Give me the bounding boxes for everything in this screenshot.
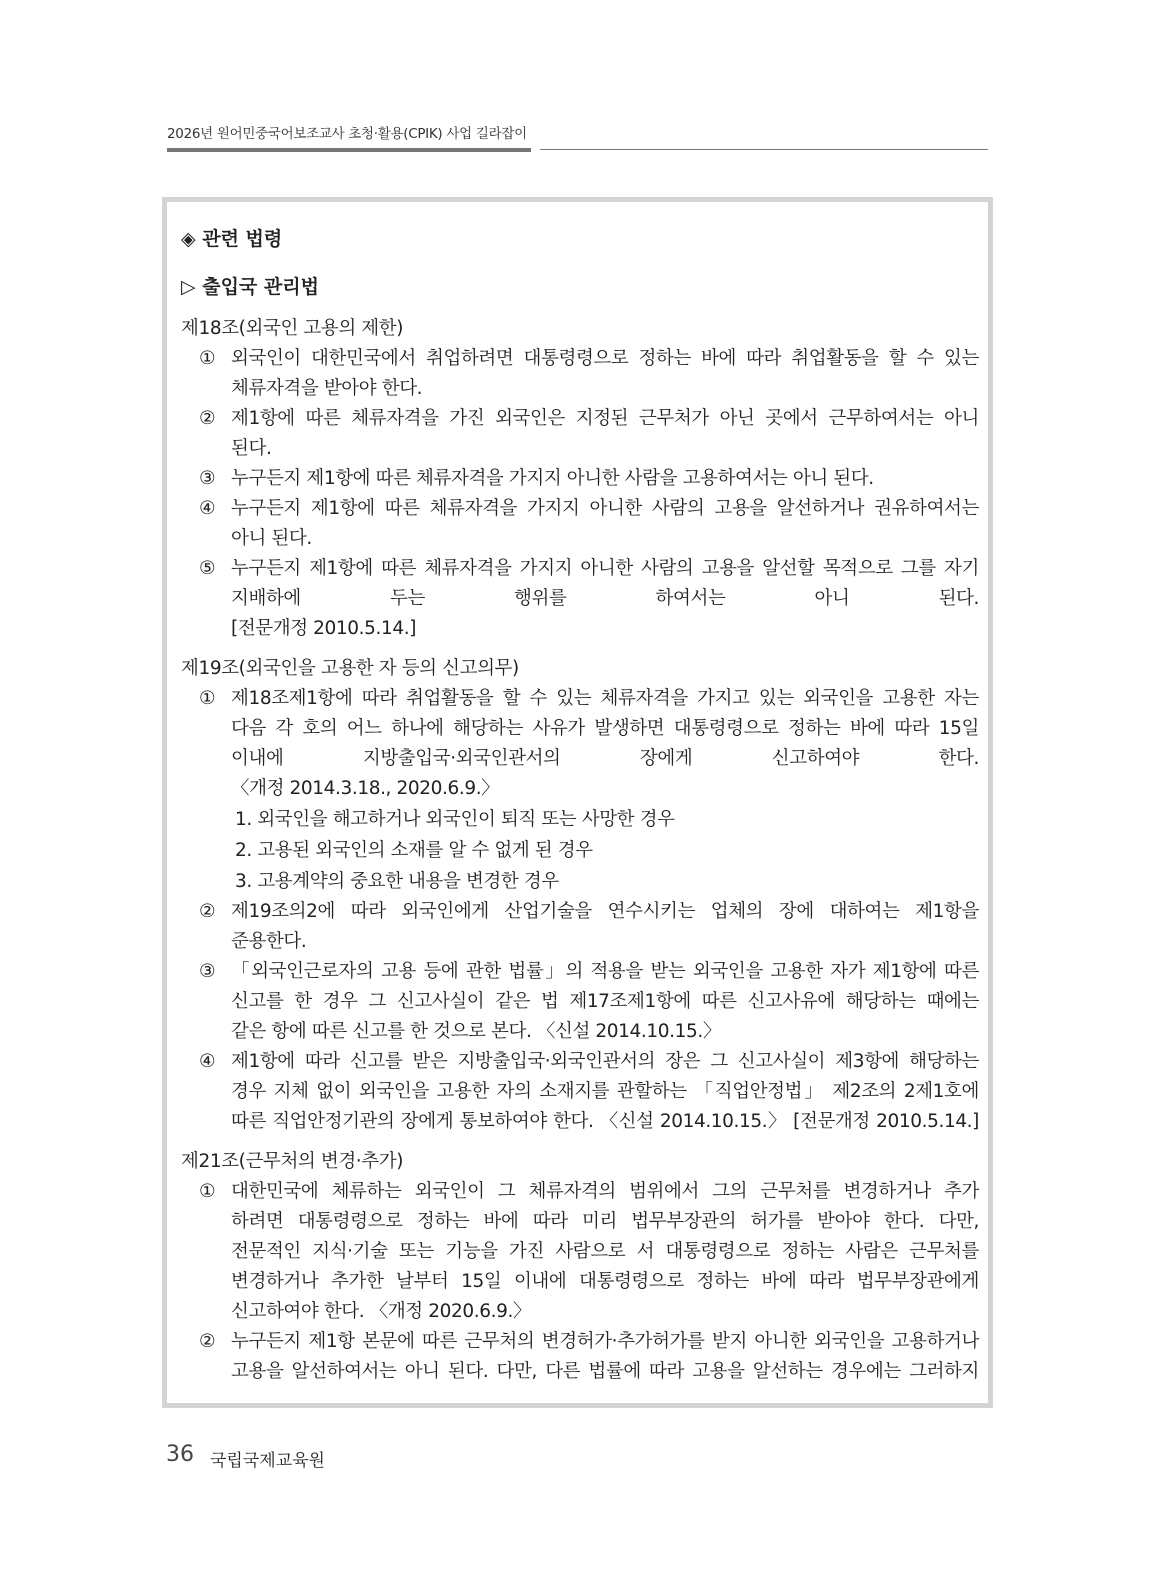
paragraph-item (181, 404, 979, 464)
paragraph-item (181, 554, 979, 644)
paragraph-item (181, 684, 979, 897)
article (181, 1147, 979, 1387)
law-articles (181, 314, 979, 1387)
text-line: 제1항에 따라 신고를 받은 지방출입국·외국인관서의 장은 그 신고사실이 제3항에 해당하는 (231, 1051, 979, 1072)
article-title: 제19조(외국인을 고용한 자 등의 신고의무) (181, 658, 519, 679)
text-line: 신고하여야 한다. 〈개정 2020.6.9.〉 (231, 1301, 532, 1322)
paragraph-number: ③ (199, 961, 216, 982)
text-line: 제19조의2에 따라 외국인에게 산업기술을 연수시키는 업체의 장에 대하여는 제1항을 (231, 901, 979, 922)
law-subheading: ▷ 출입국 관리법 (181, 276, 319, 298)
paragraph-item (181, 344, 979, 404)
text-line: 지배하에 두는 행위를 하여서는 아니 된다. (231, 588, 979, 609)
text-line: 제18조제1항에 따라 취업활동을 할 수 있는 체류자격을 가지고 있는 외국인을 고용한 자는 (231, 688, 979, 709)
text-line: 「외국인근로자의 고용 등에 관한 법률」의 적용을 받는 외국인을 고용한 자가 제1항에 따른 (231, 961, 979, 982)
text-line: 하려면 대통령령으로 정하는 바에 따라 미리 법무부장관의 허가를 받아야 한다. 다만, (231, 1211, 979, 1232)
paragraph-number: ① (199, 348, 216, 369)
paragraph-number: ③ (199, 468, 216, 489)
text-line: 누구든지 제1항 본문에 따른 근무처의 변경허가·추가허가를 받지 아니한 외국인을 고용하거나 (231, 1331, 979, 1352)
article-title: 제18조(외국인 고용의 제한) (181, 318, 404, 339)
subitem: 1. 외국인을 해고하거나 외국인이 퇴직 또는 사망한 경우 (235, 809, 675, 830)
text-line: 누구든지 제1항에 따른 체류자격을 가지지 아니한 사람을 고용하여서는 아니 된다. (231, 468, 874, 489)
text-line: 외국인이 대한민국에서 취업하려면 대통령령으로 정하는 바에 따라 취업활동을 할 수 있는 (231, 348, 979, 369)
paragraph-number: ④ (199, 1051, 216, 1072)
text-line: 된다. (231, 438, 272, 459)
paragraph-number: ① (199, 688, 216, 709)
paragraph-number: ① (199, 1181, 216, 1202)
text-line: 고용을 알선하여서는 아니 된다. 다만, 다른 법률에 따라 고용을 알선하는 경우에는 그러하지 (231, 1361, 979, 1382)
paragraph-number: ② (199, 408, 216, 429)
text-line: 경우 지체 없이 외국인을 고용한 자의 소재지를 관할하는 「직업안정법」 제2조의 2제1호에 (231, 1081, 979, 1102)
text-line: 다음 각 호의 어느 하나에 해당하는 사유가 발생하면 대통령령으로 정하는 바에 따라 15일 (231, 718, 979, 739)
paragraph-item (181, 957, 979, 1047)
paragraph-number: ② (199, 1331, 216, 1352)
text-line: 따른 직업안정기관의 장에게 통보하여야 한다. 〈신설 2014.10.15.〉 [전문개정 2010.5.14.] (231, 1111, 979, 1132)
text-line: 이내에 지방출입국·외국인관서의 장에게 신고하여야 한다. (231, 748, 979, 769)
paragraph-item (181, 897, 979, 957)
text-line: 아니 된다. (231, 528, 312, 549)
text-line: 대한민국에 체류하는 외국인이 그 체류자격의 범위에서 그의 근무처를 변경하거나 추가 (231, 1181, 979, 1202)
text-line: 같은 항에 따른 신고를 한 것으로 본다. 〈신설 2014.10.15.〉 (231, 1021, 721, 1042)
paragraph-number: ④ (199, 498, 216, 519)
paragraph-number: ⑤ (199, 558, 216, 579)
text-line: 〈개정 2014.3.18., 2020.6.9.〉 (231, 778, 500, 799)
text-line: 전문적인 지식·기술 또는 기능을 가진 사람으로 서 대통령령으로 정하는 사람은 근무처를 (231, 1241, 979, 1262)
text-line: 변경하거나 추가한 날부터 15일 이내에 대통령령으로 정하는 바에 따라 법무부장관에게 (231, 1271, 979, 1292)
paragraph-item (181, 1047, 979, 1137)
running-header-title: 2026년 원어민중국어보조교사 초청·활용(CPIK) 사업 길라잡이 (167, 126, 527, 142)
text-line: 신고를 한 경우 그 신고사실이 같은 법 제17조제1항에 따른 신고사유에 해당하는 때에는 (231, 991, 979, 1012)
paragraph-number: ② (199, 901, 216, 922)
text-line: 누구든지 제1항에 따른 체류자격을 가지지 아니한 사람의 고용을 알선할 목적으로 그를 자기 (231, 558, 979, 579)
section-heading: ◈ 관련 법령 (181, 228, 283, 250)
paragraph-item (181, 1327, 979, 1387)
subitem: 3. 고용계약의 중요한 내용을 변경한 경우 (235, 871, 559, 892)
subitem-list (181, 804, 979, 897)
paragraph-item (181, 1177, 979, 1327)
page-number: 36 (166, 1442, 194, 1467)
paragraph-item (181, 494, 979, 554)
text-line: 누구든지 제1항에 따른 체류자격을 가지지 아니한 사람의 고용을 알선하거나 권유하여서는 (231, 498, 979, 519)
article (181, 314, 979, 644)
header-rule-thin (540, 149, 988, 150)
text-line: 제1항에 따른 체류자격을 가진 외국인은 지정된 근무처가 아닌 곳에서 근무하여서는 아니 (231, 408, 979, 429)
subitem: 2. 고용된 외국인의 소재를 알 수 없게 된 경우 (235, 840, 593, 861)
related-laws-box (162, 197, 993, 1408)
article (181, 654, 979, 1137)
text-line: 준용한다. (231, 931, 307, 952)
text-line: 체류자격을 받아야 한다. (231, 378, 423, 399)
header-rule-thick (167, 148, 531, 152)
text-line: [전문개정 2010.5.14.] (231, 618, 417, 639)
footer-organization: 국립국제교육원 (210, 1451, 325, 1471)
paragraph-item (181, 464, 979, 494)
article-title: 제21조(근무처의 변경·추가) (181, 1151, 404, 1172)
